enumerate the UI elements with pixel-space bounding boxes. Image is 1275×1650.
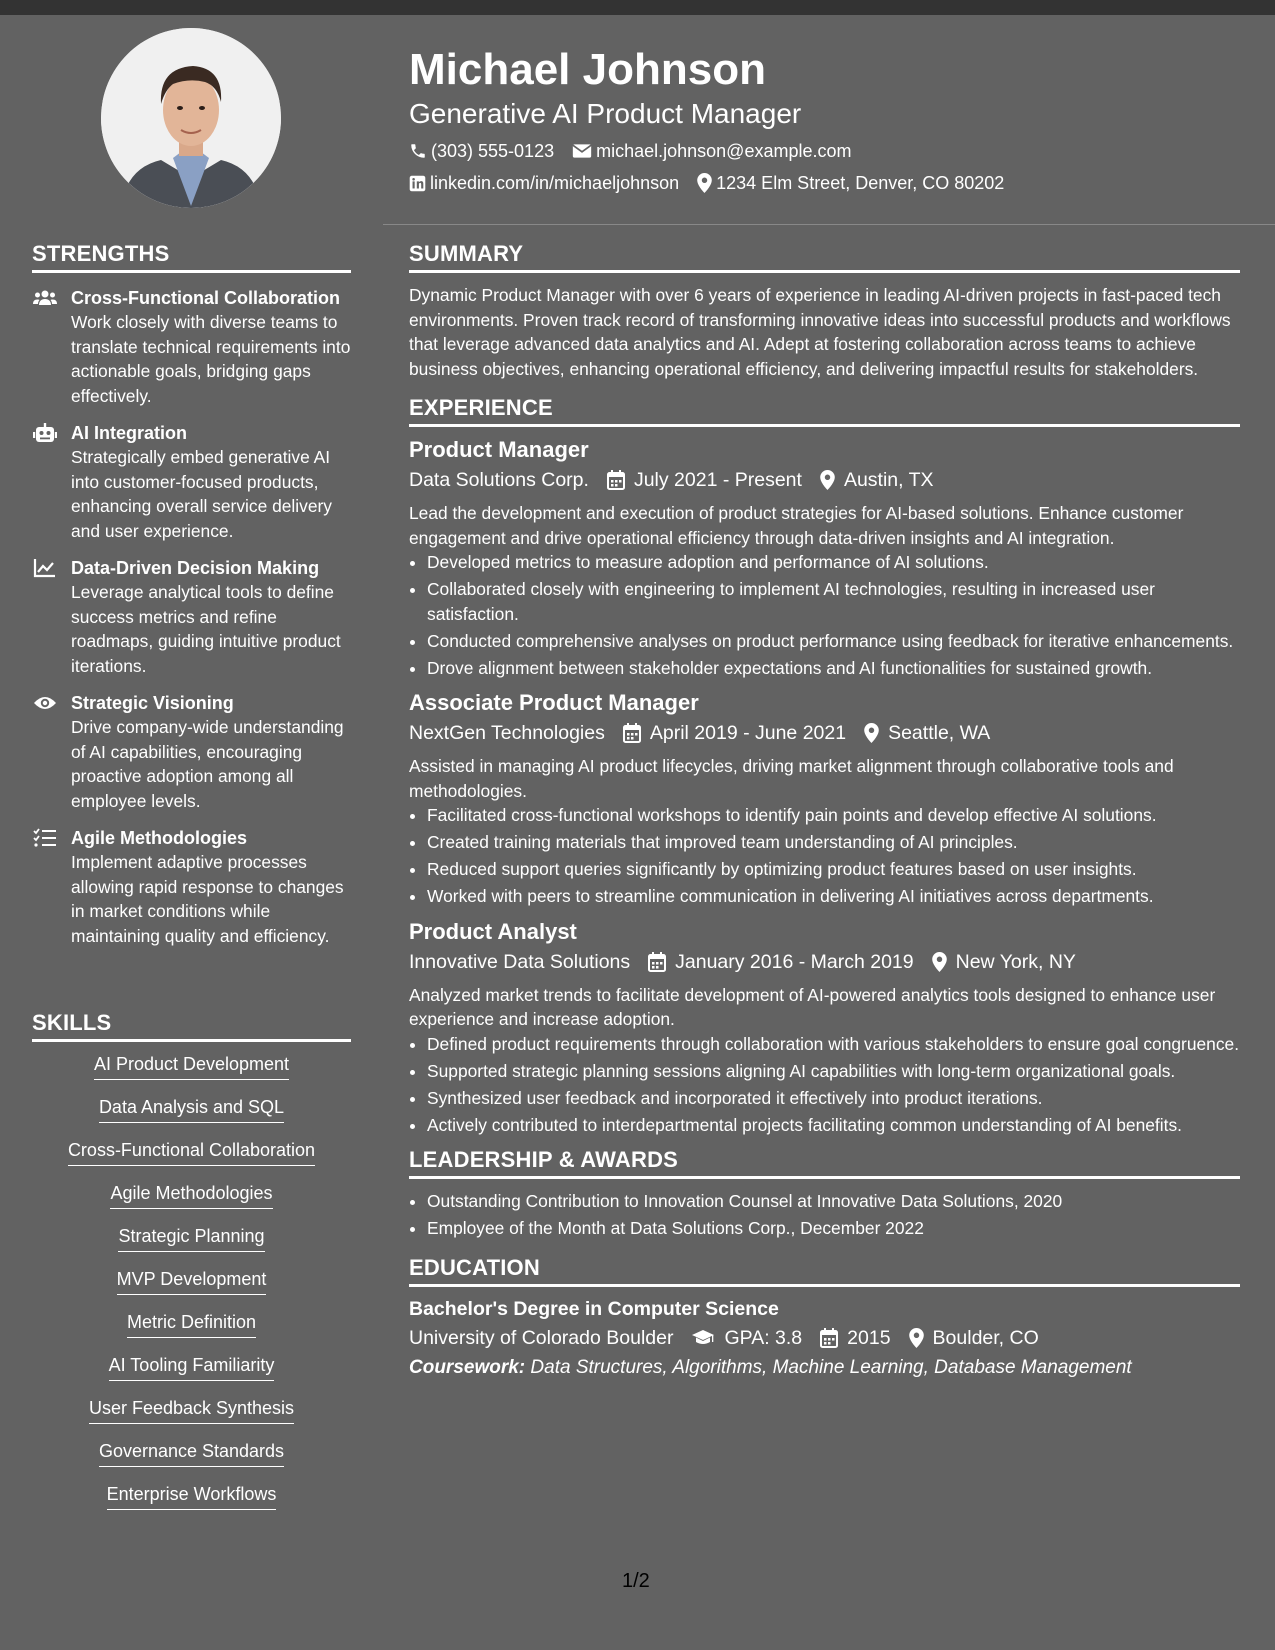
job-location (864, 718, 990, 748)
coursework (409, 1353, 1240, 1383)
education-section (409, 1255, 1240, 1383)
robot-icon (33, 423, 57, 443)
bullet-item: • Facilitated cross-functional workshops to identify pain points and develop effective AI solutions. (427, 803, 1240, 828)
bullet-item: • Defined product requirements through collaboration with various stakeholders to ensure goal congruence. (427, 1032, 1240, 1057)
job-meta (409, 465, 1240, 495)
job-dates (623, 718, 846, 748)
company-name: NextGen Technologies (409, 722, 605, 744)
job-location (820, 465, 934, 495)
job-dates (648, 947, 913, 977)
skills-section (32, 1010, 351, 1525)
summary-heading: SUMMARY (409, 241, 1240, 273)
leadership-heading: LEADERSHIP & AWARDS (409, 1147, 1240, 1179)
strength-description: Implement adaptive processes allowing rapid response to changes in market conditions while maintaining quality and efficiency. (71, 852, 344, 946)
skills-list (32, 1052, 351, 1525)
map-marker-icon (932, 952, 947, 972)
date-range: July 2021 - Present (633, 469, 802, 491)
profile-photo (101, 28, 281, 208)
strength-item (32, 421, 351, 543)
job-entry (409, 435, 1240, 680)
strength-title: Cross-Functional Collaboration (71, 288, 341, 308)
bullet-item: • Reduced support queries significantly by optimizing product features based on user insights. (427, 857, 1240, 882)
strengths-section (32, 241, 351, 948)
contact-line-2 (409, 167, 1249, 199)
strength-item (32, 286, 351, 408)
page-number: 1/2 (622, 1570, 650, 1592)
job-meta (409, 947, 1240, 977)
gpa-value: GPA: 3.8 (724, 1326, 803, 1349)
company (409, 947, 630, 977)
main-column (409, 241, 1240, 1393)
candidate-role: Generative AI Product Manager (409, 98, 802, 129)
award-item: • Outstanding Contribution to Innovation Counsel at Innovative Data Solutions, 2020 (427, 1189, 1240, 1214)
skill-tag: AI Tooling Familiarity (109, 1353, 275, 1381)
date-range: April 2019 - June 2021 (649, 722, 847, 744)
job-description: Lead the development and execution of product strategies for AI-based solutions. Enhance customer engagement and drive operational efficiency through data-driven insights and AI integration. (409, 503, 1184, 548)
school-name: University of Colorado Boulder (409, 1326, 674, 1349)
map-marker-icon (864, 723, 879, 743)
location-text: Seattle, WA (888, 722, 991, 744)
skill-tag: AI Product Development (94, 1052, 289, 1080)
strength-title: Data-Driven Decision Making (71, 558, 320, 578)
strength-description: Work closely with diverse teams to translate technical requirements into actionable goals, bridging gaps effectively. (71, 312, 351, 406)
strength-description: Strategically embed generative AI into customer-focused products, enhancing overall service delivery and user experience. (71, 447, 332, 541)
strength-title: AI Integration (71, 423, 187, 443)
skill-tag: Enterprise Workflows (107, 1482, 277, 1510)
eye-icon (33, 693, 57, 713)
strength-item (32, 826, 351, 948)
map-marker-icon (820, 470, 835, 490)
degree-title: Bachelor's Degree in Computer Science (409, 1297, 779, 1320)
summary-section (409, 241, 1240, 381)
bullet-item: • Synthesized user feedback and incorporated it effectively into product iterations. (427, 1086, 1240, 1111)
job-bullets (409, 550, 1240, 680)
graduation-cap-icon (691, 1329, 715, 1347)
bullet-item: • Collaborated closely with engineering to implement AI technologies, resulting in increased user satisfaction. (427, 577, 1240, 626)
map-marker-icon (697, 173, 712, 193)
strength-item (32, 556, 351, 678)
candidate-name: Michael Johnson (409, 45, 766, 94)
job-bullets (409, 1032, 1240, 1138)
job-location (932, 947, 1076, 977)
skill-tag: Cross-Functional Collaboration (68, 1138, 315, 1166)
job-title: Product Manager (409, 437, 589, 462)
job-entry (409, 688, 1240, 909)
education-meta (409, 1323, 1240, 1353)
email-address[interactable]: michael.johnson@example.com (596, 141, 852, 161)
phone-icon (409, 142, 427, 160)
job-meta (409, 718, 1240, 748)
strength-description: Leverage analytical tools to define success metrics and refine roadmaps, guiding intuitive product iterations. (71, 582, 341, 676)
job-description: Assisted in managing AI product lifecycles, driving market alignment through collaborative tools and methodologies. (409, 756, 1174, 801)
coursework-label: Coursework: (409, 1356, 526, 1378)
bullet-item: • Worked with peers to streamline communication in delivering AI initiatives across departments. (427, 884, 1240, 909)
top-bar (0, 0, 1275, 15)
strengths-heading: STRENGTHS (32, 241, 351, 273)
bullet-item: • Conducted comprehensive analyses on product performance using feedback for iterative enhancements. (427, 629, 1240, 654)
job-title: Associate Product Manager (409, 690, 699, 715)
bullet-item: • Supported strategic planning sessions aligning AI capabilities with long-term organizational goals. (427, 1059, 1240, 1084)
company-name: Data Solutions Corp. (409, 469, 589, 491)
strength-description: Drive company-wide understanding of AI capabilities, encouraging proactive adoption among all employee levels. (71, 717, 344, 811)
linkedin-url[interactable]: linkedin.com/in/michaeljohnson (430, 173, 680, 193)
envelope-icon (572, 143, 592, 159)
bullet-item: • Developed metrics to measure adoption and performance of AI solutions. (427, 550, 1240, 575)
skill-tag: Agile Methodologies (110, 1181, 272, 1209)
skill-tag: Data Analysis and SQL (99, 1095, 284, 1123)
bullet-item: • Created training materials that improved team understanding of AI principles. (427, 830, 1240, 855)
list-check-icon (33, 828, 57, 848)
skill-tag: Metric Definition (127, 1310, 256, 1338)
contact-line-1 (409, 135, 1249, 167)
phone-number[interactable]: (303) 555-0123 (431, 141, 555, 161)
skills-heading: SKILLS (32, 1010, 351, 1042)
leadership-section (409, 1147, 1240, 1241)
calendar-icon (607, 470, 625, 490)
calendar-icon (820, 1328, 838, 1348)
award-item: • Employee of the Month at Data Solutions Corp., December 2022 (427, 1216, 1240, 1241)
school (409, 1323, 673, 1353)
job-description: Analyzed market trends to facilitate development of AI-powered analytics tools designed to enhance user experience and increase adoption. (409, 984, 1216, 1029)
strength-item (32, 691, 351, 813)
job-bullets (409, 803, 1240, 909)
experience-heading: EXPERIENCE (409, 395, 1240, 427)
job-entry (409, 917, 1240, 1138)
strength-title: Strategic Visioning (71, 693, 234, 713)
company (409, 465, 589, 495)
phone-contact (409, 135, 554, 167)
job-title: Product Analyst (409, 918, 577, 944)
job-dates (607, 465, 802, 495)
skill-tag: Governance Standards (99, 1439, 284, 1467)
bullet-item: • Drove alignment between stakeholder expectations and AI functionalities for sustained growth. (427, 656, 1240, 681)
skill-tag: Strategic Planning (118, 1224, 264, 1252)
header-divider (383, 224, 1275, 225)
strength-title: Agile Methodologies (71, 828, 248, 848)
calendar-icon (623, 723, 641, 743)
year-value: 2015 (847, 1326, 891, 1349)
experience-section (409, 395, 1240, 1137)
resume-header (409, 46, 1249, 199)
education-heading: EDUCATION (409, 1255, 1240, 1287)
summary-text: Dynamic Product Manager with over 6 years of experience in leading AI-driven projects in fast-paced tech environments. Proven track record of transforming innovative ideas into successful products and workflows that leverage advanced data analytics and AI. Adept at fostering collaboration across teams to achieve business objectives, enhancing operational efficiency, and delivering impactful results for stakeholders. (409, 285, 1231, 379)
company-name: Innovative Data Solutions (409, 950, 631, 973)
awards-list (409, 1189, 1240, 1241)
location-text: Austin, TX (843, 469, 934, 491)
address-contact (697, 167, 1004, 199)
company (409, 718, 605, 748)
gpa (691, 1323, 802, 1353)
calendar-icon (648, 952, 666, 972)
chart-line-icon (33, 558, 57, 578)
location-text: New York, NY (955, 950, 1076, 973)
coursework-list: Data Structures, Algorithms, Machine Learning, Database Management (530, 1356, 1132, 1378)
linkedin-icon (409, 175, 426, 192)
skill-tag: User Feedback Synthesis (89, 1396, 294, 1424)
graduation-year (820, 1323, 890, 1353)
linkedin-contact (409, 167, 679, 199)
bullet-item: • Actively contributed to interdepartmental projects facilitating common understanding of AI benefits. (427, 1113, 1240, 1138)
map-marker-icon (909, 1328, 924, 1348)
education-location (909, 1323, 1039, 1353)
street-address: 1234 Elm Street, Denver, CO 80202 (716, 173, 1005, 193)
date-range: January 2016 - March 2019 (675, 950, 914, 973)
skill-tag: MVP Development (117, 1267, 267, 1295)
users-icon (33, 288, 57, 308)
location-text: Boulder, CO (932, 1326, 1039, 1349)
email-contact (572, 135, 851, 167)
